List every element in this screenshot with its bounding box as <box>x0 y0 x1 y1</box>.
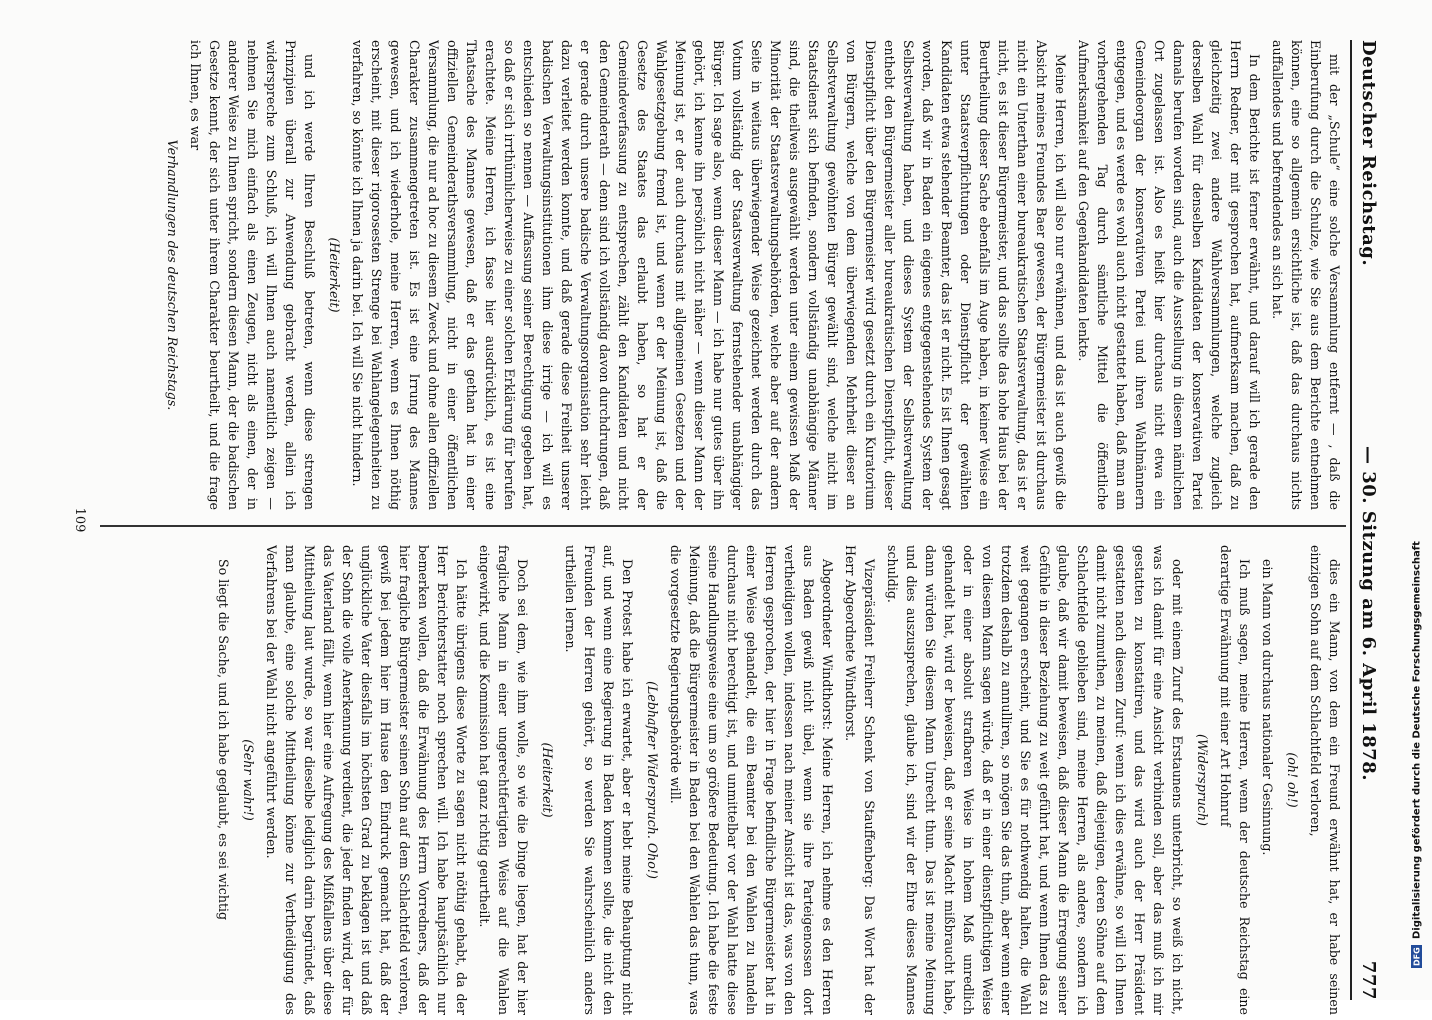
stage-direction: Verhandlungen des deutschen Reichstags. <box>165 139 180 411</box>
paragraph: oder mit einem Zuruf des Erstaunens unterbricht, so weiß ich nicht, was ich damit für eine Ansicht verbinden soll, aber das muß ich mir gestatten zu konstatiren, und das wird auch der Herr Präsident gestatten nach diesem Zuruf: wenn ich dies erwähne, so will ich Ihnen damit nicht zumuthen, zu meinen, daß diejenigen, deren Söhne auf dem Schlachtfelde geblieben sind, meine Herren, als andere, sondern ich glaube, daß wir damit beweisen, daß dieser Mann die Erregung seiner Gefühle in dieser Beziehung zu weit geführt hat, und wenn Ihnen das zu weit gegangen erscheint, und Sie es für nothwendig halten, die Wahl trotzdem deshalb zu annulliren, so mögen Sie das thun, aber wenn einer von diesem Mann sagen würde, daß er in einer dienstpflichtigen Weise oder in einer absolut strafbaren Weise in hohem Maß unredlich gehandelt hat, wird er beweisen, daß er seine Macht mißbraucht habe, dann würden Sie diesem Mann Unrecht thun. Das ist meine Meinung und dies auszusprechen, glaube ich, sind wir der Ehre dieses Mannes schuldig. <box>885 545 1185 1015</box>
paragraph: Vizepräsident Freiherr Schenk von Stauffenberg: Das Wort hat der Herr Abgeordnete Windthorst. <box>843 545 877 1015</box>
stage-direction: (Sehr wahr!) <box>241 739 256 821</box>
header-rule <box>1350 40 1352 1000</box>
paragraph: mit der „Schule“ eine solche Versammlung entfernt — , daß die Einberufung durch die Schulze, wie Sie aus dem Berichte entnehmen können, eine so allgemein ersichtliche ist, daß das durchaus nichts auffallendes und befremdendes an sich hat. <box>1270 40 1342 510</box>
paragraph: Abgeordneter Windthorst: Meine Herren, ich nehme es den Herren aus Baden gewiß nicht übel, wenn sie ihre Parteigenossen dort vertheidigen wollen, indessen nach meiner Ansicht ist das, was von den Herren gesprochen, der hier in Frage befindliche Bürgermeister hat in einer Weise gehandelt, die ein Beamter bei den Wahlen zu handeln durchaus nicht berechtigt ist, und unmittelbar vor der Wahl hatte diese seine Handlungsweise eine um so größere Bedeutung. Ich habe die feste Meinung, daß die Bürgermeister in Baden bei den Wahlen das thun, was die vorgesetzte Regierungsbehörde will. <box>668 545 835 1015</box>
right-column <box>102 545 1344 1015</box>
column-divider <box>100 525 1346 527</box>
stage-direction: (Lebhafter Widerspruch. Oho!) <box>645 681 660 879</box>
dfg-credit-text: Digitalisierung gefördert durch die Deutsche Forschungsgemeinschaft <box>1411 541 1423 940</box>
dfg-logo: DFG <box>1412 947 1422 966</box>
header-page-number: 777 <box>1358 960 1380 1000</box>
left-column <box>102 40 1344 510</box>
paragraph: Ich hätte übrigens diese Worte zu sagen nicht nöthig gehabt, da der Herr Berichterstatter noch sprechen will. Ich habe hauptsächlich nur bemerken wollen, daß die Erwähnung des Herrn Vorredners, daß der hier fragliche Bürgermeister seinen Sohn auf dem Schlachtfeld verloren, gewiß bei jedem hier im Hause den Eindruck gemacht hat, daß der unglückliche Vater diesfalls im höchsten Grad zu beklagen ist und daß der Sohn die volle Anerkennung verdient, die jeder finden wird, der für das Vaterland fällt, wenn hier eine Aufregung des Mißfallens über diese Mittheilung laut wurde, so war dieselbe lediglich darin begründet, daß man glaubte, eine solche Mittheilung könne zur Vertheidigung des Verfahrens bei der Wahl nicht angeführt werden. <box>264 545 469 1015</box>
paragraph: ein Mann von durchaus nationaler Gesinnung. <box>1260 559 1275 856</box>
page-header <box>1356 40 1382 1000</box>
paragraph: Doch sei dem, wie ihm wolle, so wie die Dinge liegen, hat der hier fragliche Mann in einer ungerechtfertigten Weise auf die Wahlen eingewirkt, und die Kommission hat ganz richtig geurtheilt. <box>477 545 530 1015</box>
stage-direction: (Heiterkeit) <box>327 237 342 313</box>
header-left: Deutscher Reichstag. <box>1358 40 1380 267</box>
paragraph: Den Protest habe ich erwartet, aber er hebt meine Behauptung nicht auf, und wenn eine Regierung in Baden kommen sollte, die nicht den Freunden der Herren gehört, so werden Sie wahrscheinlich anders urtheilen lernen. <box>563 545 635 1015</box>
stage-direction: (Widerspruch) <box>1195 734 1210 826</box>
rotated-page-content <box>60 20 1390 1020</box>
dfg-margin-note <box>1407 28 1427 968</box>
header-session: — 30. Sitzung am 6. April 1878. <box>1358 445 1380 782</box>
stage-direction: (oh! oh!) <box>1285 752 1300 808</box>
paragraph: Meine Herren, ich will also nur erwähnen, und das ist auch gewiß die Absicht meines Freundes Baer gewesen, der Bürgermeister ist durchaus nicht ein Unterthan einer bureaukratischen Staatsverwaltung, das ist er nicht, es ist dieser Bürgermeister, und das sollte das hohe Haus bei der Beurtheilung dieser Sache ebenfalls im Auge haben, in keiner Weise ein unter Staatsverpflichtungen oder Dienstpflicht der gewählten Kandidaten etwa stehender Beamter, das ist er nicht. Es ist Ihnen gesagt worden, daß wir in Baden ein eigenes entgegenstehendes System der Selbstverwaltung haben, und dieses System der Selbstverwaltung enthebt den Bürgermeister aller bureaukratischen Dienstpflicht, dieser Dienstpflicht über den Bürgermeister wird gesetzt durch ein Kuratorium von Bürgern, welche von dem überwiegenden Mehrheit dieser an Selbstverwaltung gewöhnten Bürger gewählt sind, welche nicht im Staatsdienst sich befinden, sondern vollständig unabhängige Männer sind, die theilweis ausgewählt werden unter einem gewissen Maß der Minorität der Staatsverwaltungsbehörden, welche aber auf der andern Seite in weitaus überwiegender Weise gezeichnet werden durch das Votum vollständig der Staatsverwaltung fernstehender unabhängiger Bürger. Ich sage also, wenn dieser Mann — ich habe nur gutes über ihn gehört, ich kenne ihn persönlich nicht näher — wenn dieser Mann der Meinung ist, er der auch durchaus mit allgemeinen Gesetzen und der Wahlgesetzgebung fremd ist, und wenn er der Meinung ist, daß die Gesetze des Staates das erlaubt haben, so hat er der Gemeindeverfassung zu entsprechen, zählt den Kandidaten und nicht den Gemeinderath — denn sind ich vollständig davon durchdrungen, daß er gerade durch unsere badische Verwaltungsorganisation sehr leicht dazu verleitet werden konnte, und daß gerade diese Freiheit unserer badischen Verwaltungsinstitutionen ihm diese irrige — ich will es entschieden so nennen — Auffassung seiner Berechtigung gegeben hat, so daß er sich irrthümlicherweise zu einer solchen Erklärung für berufen erachtete. Meine Herren, ich fasse hier ausdrücklich, es ist eine Thatsache des Mannes gewesen, daß er das gethan hat in einer offiziellen Gemeinderathsversammlung, nicht in einer öffentlichen Versammlung, die nur ad hoc zu diesem Zweck und ohne allen offiziellen Charakter zusammengetreten ist. Es ist eine Irrung des Mannes gewesen, und ich wiederhole, meine Herren, wenn es Ihnen nöthig erscheint, mit dieser rigorosesten Strenge bei Wahlangelegenheiten zu verfahren, so könnte ich Ihnen ja darin bei. Ich will Sie nicht hindern. <box>350 40 1068 510</box>
paragraph: dies ein Mann, von dem ein Freund erwähnt hat, er habe seinen einzigen Sohn auf dem Schlachtfeld verloren, <box>1308 545 1342 1015</box>
stage-direction: (Heiterkeit) <box>540 742 555 818</box>
paragraph: In dem Berichte ist ferner erwähnt, und darauf will ich gerade den Herrn Redner, der mit gesprochen hat, aufmerksam machen, daß zu gleichzeitig zwei andere Wahlversammlungen, welche zugleich derselben Wahl für denselben Kandidaten der konservativen Partei damals berufen worden sind, auch die Ausstellung in diesem nämlichen Ort zugelassen ist. Also es heißt hier durchaus nicht etwa ein Gemeindeorgan der konservativen Partei und ihren Wahlmännern entgegen, und es werde es wohl auch nicht gestattet haben, daß man am vorhergehenden Tag durch sämtliche Mittel die öffentliche Aufmerksamkeit auf den Gegenkandidaten lenkte. <box>1076 40 1262 510</box>
paragraph: Ich muß sagen, meine Herren, wenn der deutsche Reichstag eine derartige Erwähnung mit einer Art Hohnruf <box>1218 545 1252 1015</box>
paragraph: und ich werde Ihren Beschluß betreten, wenn diese strengen Prinzipien überall zur Anwendung gebracht werden, allein ich widerspreche zum Schluß, ich will Ihnen auch namentlich zeigen — nehmen Sie mich einfach als einen Zeugen, nicht als einen, der in anderer Weise zu Ihnen spricht, sondern diesen Mann, der die badischen Gesetze kennt, der sich unter ihrem Charakter beurtheilt, und die frage ich Ihnen, es war <box>188 40 317 510</box>
paragraph: So liegt die Sache, und ich habe geglaubt, es sei wichtig <box>216 559 231 921</box>
footer-page-number: 109 <box>72 507 87 533</box>
